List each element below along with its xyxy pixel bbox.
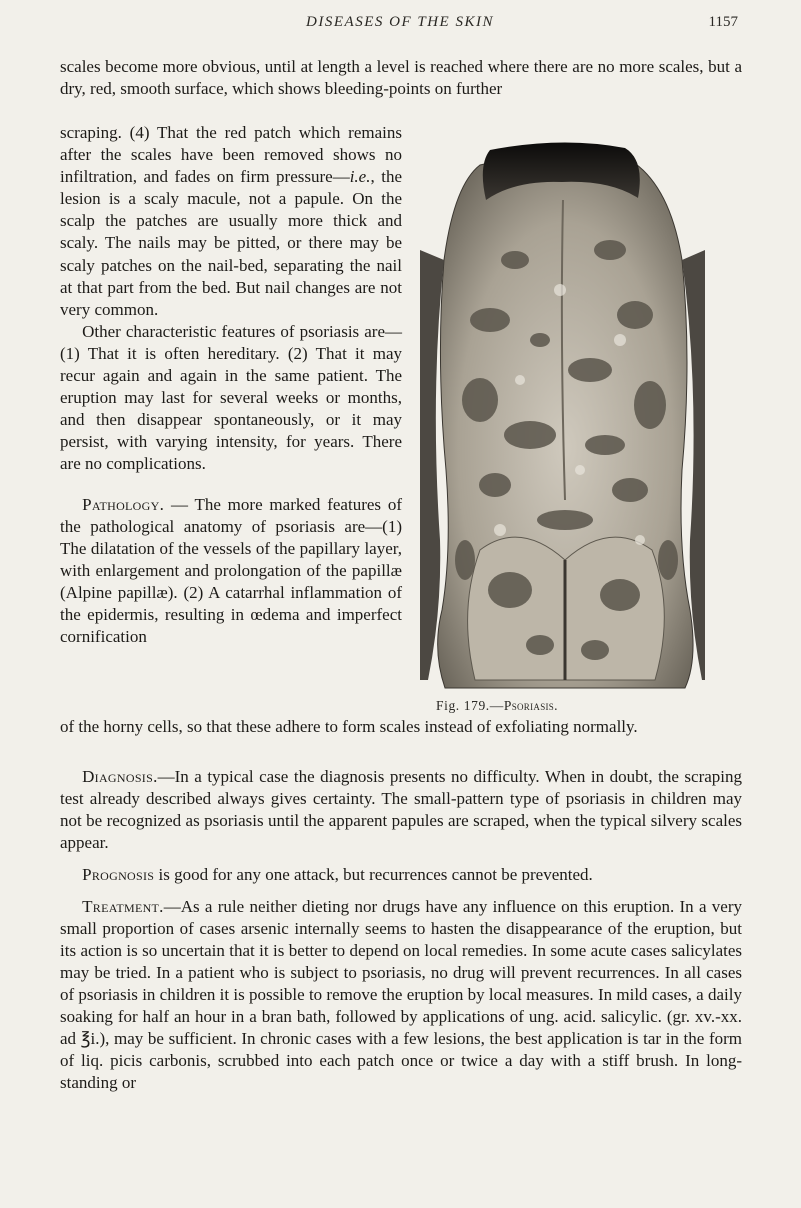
features-paragraph: Other characteristic features of psoriasis are—(1) That it is often hereditary. (2) That it may recur again and again in the same patient. The eruption may last for several weeks or months, and then disappear spontaneously, or it may persist, with varying intensity, for years. There are no complications.	[60, 321, 402, 474]
intro-paragraph	[60, 56, 742, 100]
caption-title: Psoriasis.	[503, 698, 558, 713]
page-header	[62, 10, 738, 40]
diagnosis-paragraph	[60, 766, 742, 854]
page-number: 1157	[708, 14, 738, 30]
caption-prefix: Fig. 179.—	[436, 698, 504, 713]
continuation-text: of the horny cells, so that these adhere to form scales instead of exfoliating normally.	[60, 717, 638, 736]
symptoms-text: scraping. (4) That the red patch which remains after the scales have been removed shows no infiltration, and fades on firm pressure—	[60, 123, 402, 187]
prognosis-paragraph	[60, 864, 742, 886]
symptoms-text-tail: , the lesion is a scaly macule, not a papule. On the scalp the patches are usually more thick and scaly. The nails may be pitted, or there may be scaly patches on the nail-bed, separating the nail at that part from the bed. But nail changes are not very common.	[60, 167, 402, 319]
pathology-text: — The more marked features of the pathological anatomy of psoriasis are—(1) The dilatation of the vessels of the papillary layer, with enlargement and prolongation of the papillæ (Alpine papillæ). (2) A catarrhal inflammation of the epidermis, resulting in œdema and imperfect cornification	[60, 494, 402, 647]
figure-caption	[436, 698, 696, 714]
pathology-heading: Pathology.	[82, 494, 165, 514]
treatment-paragraph	[60, 896, 742, 1094]
symptoms-paragraph	[60, 122, 402, 321]
diagnosis-text: —In a typical case the diagnosis presents no difficulty. When in doubt, the scraping test already described always gives certainty. The small-pattern type of psoriasis in children may not be recognized as psoriasis until the apparent papules are scraped, when the typical silvery scales appear.	[60, 767, 742, 852]
treatment-text: —As a rule neither dieting nor drugs have any influence on this eruption. In a very small proportion of cases arsenic internally seems to hasten the disappearance of the eruption, but its action is so uncertain that it is better to depend on local remedies. In some acute cases salicylates may be tried. In a patient who is subject to psoriasis, no drug will prevent recurrences. In all cases of psoriasis in children it is possible to remove the eruption by local measures. In mild cases, a daily soaking for half an hour in a bran bath, followed by applications of ung. acid. salicylic. (gr. xv.-xx. ad ℥i.), may be sufficient. In chronic cases with a few lesions, the best application is tar in the form of liq. picis carbonis, scrubbed into each patch once or twice a day with a stiff brush. In long-standing or	[60, 897, 742, 1092]
left-column	[60, 122, 402, 648]
full-width-text	[60, 766, 742, 1094]
treatment-heading: Treatment.	[82, 897, 164, 916]
diagnosis-heading: Diagnosis.	[82, 767, 158, 786]
continuation-paragraph	[60, 716, 742, 738]
pathology-paragraph	[60, 494, 402, 649]
ie-abbrev: i.e.	[349, 167, 371, 187]
prognosis-heading: Prognosis	[82, 865, 155, 884]
running-title: DISEASES OF THE SKIN	[306, 14, 494, 30]
psoriasis-photo	[420, 140, 705, 695]
intro-text: scales become more obvious, until at length a level is reached where there are no more scales, but a dry, red, smooth surface, which shows bleeding-points on further	[60, 57, 742, 98]
psoriasis-figure	[420, 140, 705, 695]
prognosis-text: is good for any one attack, but recurrences cannot be prevented.	[154, 865, 593, 884]
